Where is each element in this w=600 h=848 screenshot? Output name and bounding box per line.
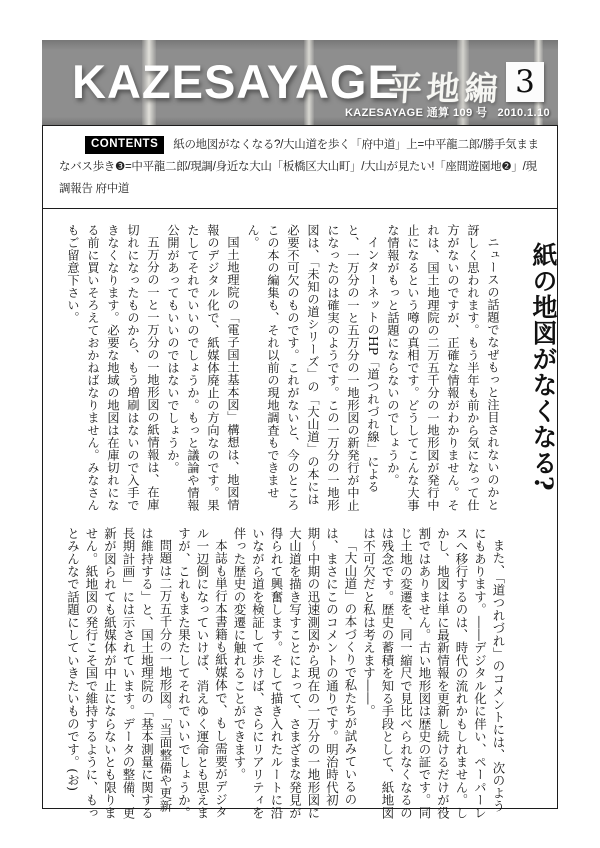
paragraph: インターネットのHP「道つれづれ線」によると、一万分の一と五万分の一地形図の新発行が中止になったのは確実のようです。この一万分の一地形図は、「未知の道シリーズ」の「大山道」の本には必要不可欠のものです。これがないと、今のところこの本の編集も、それ以前の現地調査もできません。 (246, 224, 380, 512)
contents-text (59, 134, 543, 200)
content-frame (42, 125, 558, 820)
issue-date: 2010.1.10 (497, 107, 550, 119)
paragraph: 「大山道」の本づくりで私たちが試みているのは、まさにこのコメントの通りです。明治時代初期〜中期の迅速測図から現在の一万分の一地形図に大山道を描き写すことによって、さまざまな発見が得られて興奮します。そして描き入れたルートに沿いながら道を検証して歩けば、さらにリアリティを伴った歴史の変遷に触れることができます。 (232, 527, 358, 820)
contents-items: 紙の地図がなくなる?/大山道を歩く「府中道」上=中平龍二郎/勝手気ままなバス歩き❸=中平龍二郎/現調/身近な大山「板橋区大山町」/大山が見たい!「座間遊園地❷」/現調報告 府中道 (59, 139, 539, 195)
issue-number-badge (506, 62, 544, 102)
issue-series-text: KAZESAYAGE 通算 109 号 (344, 107, 488, 119)
article-top-paragraphs (63, 224, 503, 512)
masthead (42, 40, 558, 125)
article (43, 209, 557, 825)
contents-section (43, 126, 557, 209)
paragraph: 本誌も単行本書籍も紙媒体で、もし需要がデジタル一辺倒になっていけば、消えゆく運命とも思えますが、これもまた果たしてそれでいいでしょうか。 (176, 527, 229, 820)
issue-info (345, 104, 550, 120)
paragraph: 五万分の一と一万分の一地形図の紙情報は、在庫切れになったものから、もう増刷はないので入手できなくなります。必要な地域の地図は在庫切れになる前に買いそろえておかねばなりません。みなさんもご留意下さい。 (66, 224, 160, 512)
article-bottom-block (63, 527, 507, 825)
article-title: 紙の地図がなくなる? (529, 242, 558, 492)
contents-label: CONTENTS (85, 136, 164, 154)
newsletter-logo: KAZESAYAGE (72, 55, 400, 108)
article-top-block (63, 224, 561, 512)
issue-number: 3 (515, 64, 535, 100)
paragraph: 国土地理院の「電子国土基本図」構想は、地図情報のデジタル化で、紙媒体廃止の方向なのです。果たしてそれでいいのでしょうか。もっと議論や情報公開があってもいいのではないでしょうか。 (166, 224, 240, 512)
paragraph: また、「道つれづれ」のコメントには、次のようにもあります。――デジタル化に伴い、ペーパーレスへ移行するのは、時代の流れかもしれません。しかし、地図は単に最新情報を更新し続けるだけが役割ではありません。古い地形図は歴史の証です。同じ土地の変遷を、同一縮尺で見比べられなくなるのは残念です。歴史の蓄積を知る手段として、紙地図は不可欠だと私は考えます――。 (361, 527, 506, 820)
paragraph: ニュースの話題でなぜもっと注目されないのかと訝しく思われます。もう半年も前から気になって仕方がないのですが、正確な情報がわかりません。それは、国土地理院の二万五千分の一地形図が発行中止になるという噂の真相です。どうしてこんな大事な情報がもっと話題にならないのでしょうか。 (386, 224, 500, 512)
edition-label: 平地編 (387, 69, 505, 108)
paragraph: 問題は二万五千分の一地形図。「当面整備や更新は維持する」と、国土地理院の「基本測量に関する長期計画」には示されています。データの整備、更新が図られても紙媒体が中止にならないとも限りません。紙地図の発行こそ国で維持するように、もっとみんなで話題にしていきたいものです。(お) (65, 527, 173, 820)
